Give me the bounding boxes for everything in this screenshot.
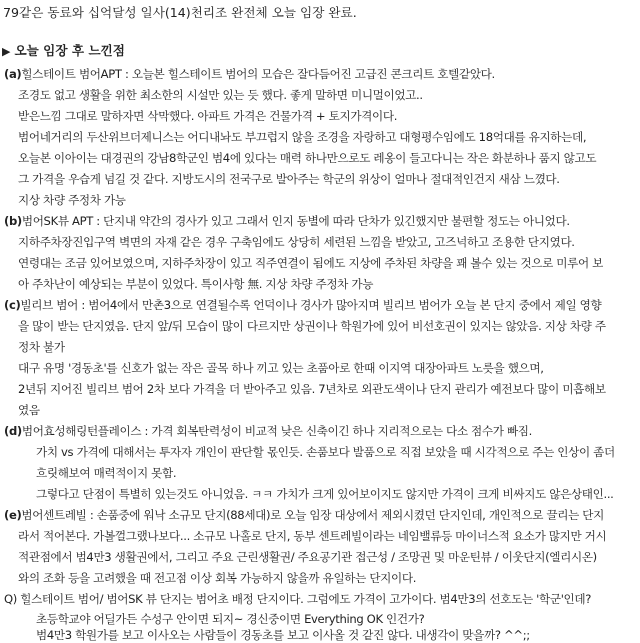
item-marker: (e) xyxy=(4,508,22,522)
item-text: 범어SK뷰 APT : 단지내 약간의 경사가 있고 그래서 인지 동별에 따라 단차가 있긴했지만 불편할 정도는 아니었다. xyxy=(21,214,570,228)
text-line: 연령대는 조금 있어보였으며, 지하주차장이 있고 직주연결이 됨에도 지상에 주차된 차량을 꽤 볼수 있는 것으로 미루어 보 xyxy=(18,256,603,270)
text-line: 와의 조화 등을 고려했을 때 전고점 이상 회복 가능하지 않을까 유일하는 단지이다. xyxy=(18,571,417,585)
item-text: 범어센트레빌 : 손품중에 워낙 소규모 단지(88세대)로 오늘 임장 대상에서 제외시켰던 단지인데, 개인적으로 끌리는 단지 xyxy=(21,508,605,522)
triangle-bullet-icon: ▶ xyxy=(2,45,11,58)
question-line: Q) 힐스테이트 범어/ 범어SK 뷰 단지는 범어초 배정 단지이다. 그럼에도 가격이 고가이다. 범4만3의 선호도는 '학군'인데? xyxy=(4,592,592,606)
text-line: 라서 적어본다. 가볼껄그랬나보다... 소규모 나홀로 단지, 동부 센트레빌이라는 네임밸류등 마이너스적 요소가 많지만 거시 xyxy=(18,529,607,543)
text-line: 그렇다고 단점이 특별히 있는것도 아니었음. ㅋㅋ 가치가 크게 있어보이지도 않지만 가격이 크게 비싸지도 않은상태인... xyxy=(36,487,614,501)
list-item-a xyxy=(4,66,495,82)
text-line: 그 가격을 우습게 넘길 것 같다. 지방도시의 전국구로 발아주는 학군의 위상이 얼마나 절대적인건지 새삼 느꼈다. xyxy=(18,172,560,186)
text-line: 흐릿해보여 매력적이지 못함. xyxy=(36,466,177,480)
list-item-d xyxy=(4,423,532,439)
text-line: 아 주차난이 예상되는 부분이 있었다. 특이사항 無. 지상 차량 주정차 가능 xyxy=(18,277,374,291)
text-line: 범어네거리의 두산위브더제니스는 어디내놔도 부끄럽지 않을 조경을 자랑하고 대형평수임에도 18억대를 유지하는데, xyxy=(18,130,587,144)
text-line: 지상 차량 주정차 가능 xyxy=(18,193,126,207)
item-marker: (c) xyxy=(4,298,21,312)
list-item-c xyxy=(4,297,601,313)
text-line: 대구 유명 '경동초'를 신호가 없는 작은 골목 하나 끼고 있는 초품아로 한때 이지역 대장아파트 노릇을 했으며, xyxy=(18,361,544,375)
section-heading xyxy=(2,42,125,61)
item-marker: (a) xyxy=(4,67,22,81)
text-line: 을 많이 받는 단지였음. 단지 앞/뒤 모습이 많이 다르지만 상권이나 학원가에 있어 비선호권이 있지는 않았음. 지상 차량 주 xyxy=(18,319,606,333)
section-title: 오늘 임장 후 느낀점 xyxy=(14,43,125,58)
text-line: 범4만3 학원가를 보고 이사오는 사람들이 경동초를 보고 이사올 것 같진 않다. 내생각이 맞을까? ^^;; xyxy=(36,628,530,642)
item-text: 힐스테이트 범어APT : 오늘본 힐스테이트 범어의 모습은 잘다듬어진 고급진 콘크리트 호텔같았다. xyxy=(21,67,495,81)
text-line: 적관점에서 범4만3 생활권에서, 그리고 주요 근린생활권/ 주요공기관 접근성 / 조망권 및 마운틴뷰 / 이웃단지(엘리시온) xyxy=(18,550,597,564)
list-item-b xyxy=(4,213,570,229)
item-text: 빌리브 범어 : 범어4에서 만촌3으로 연결될수록 언덕이나 경사가 많아지며 빌리브 범어가 오늘 본 단지 중에서 제일 영향 xyxy=(20,298,602,312)
item-marker: (b) xyxy=(4,214,22,228)
text-line: 오늘본 이아이는 대경권의 강남8학군인 범4에 있다는 매력 하나만으로도 레옹이 들고다니는 작은 화분하나 품지 않고도 xyxy=(18,151,597,165)
text-line: 정차 불가 xyxy=(18,340,65,354)
intro-line: 79같은 동료와 십억달성 일사(14)천리조 완전체 오늘 임장 완료. xyxy=(3,5,357,20)
text-line: 초등학교야 어딜가든 수성구 안이면 되지~ 경신중이면 Everything OK 인건가? xyxy=(36,612,425,626)
text-line: 2년뒤 지어진 빌리브 범어 2차 보다 가격을 더 받아주고 있음. 7년차로 외관도색이나 단지 관리가 예전보다 많이 미흡해보 xyxy=(18,382,606,396)
text-line: 가치 vs 가격에 대해서는 투자자 개인이 판단할 몫인듯. 손품보다 발품으로 직접 보았을 때 시각적으로 주는 인상이 좀더 xyxy=(36,445,615,459)
text-line: 였음 xyxy=(18,403,40,417)
text-line: 조경도 없고 생활을 위한 최소한의 시설만 있는 듯 했다. 좋게 말하면 미니멀이었고.. xyxy=(18,88,423,102)
item-text: 범어효성해링턴플레이스 : 가격 회복탄력성이 비교적 낮은 신축이긴 하나 지리적으로는 다소 점수가 빠짐. xyxy=(21,424,532,438)
list-item-e xyxy=(4,507,604,523)
text-line: 지하주차장진입구역 벽면의 자재 같은 경우 구축임에도 상당히 세련된 느낌을 받았고, 고즈넉하고 조용한 단지였다. xyxy=(18,235,575,249)
item-marker: (d) xyxy=(4,424,22,438)
text-line: 받은느낌 그대로 말하자면 삭막했다. 아파트 가격은 건물가격 + 토지가격이다. xyxy=(18,109,398,123)
